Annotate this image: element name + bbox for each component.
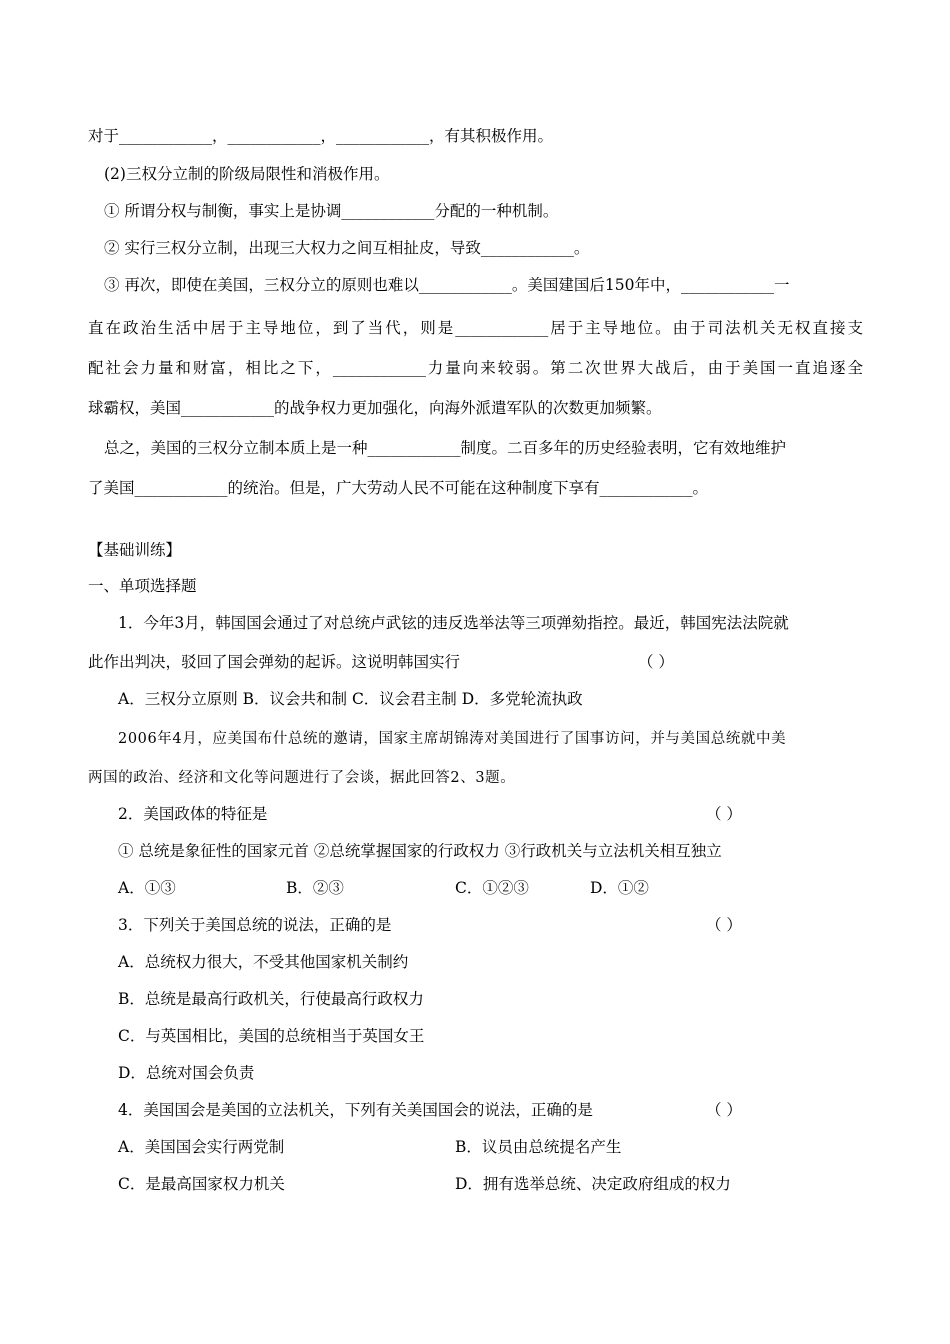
paragraph-line: 对于____________，____________，____________，有其积极作用。 (88, 127, 554, 145)
question-options: A．三权分立原则 B．议会共和制 C．议会君主制 D．多党轮流执政 (118, 690, 583, 708)
question-stem: 4．美国国会是美国的立法机关，下列有关美国国会的说法，正确的是 (118, 1101, 593, 1119)
list-item: ② 实行三权分立制，出现三大权力之间互相扯皮，导致____________。 (104, 239, 590, 257)
subheading: (2)三权分立制的阶级局限性和消极作用。 (104, 165, 390, 183)
part-heading: 一、单项选择题 (88, 577, 197, 595)
paragraph-line: 总之，美国的三权分立制本质上是一种____________制度。二百多年的历史经验表明，它有效地维护 (104, 439, 787, 457)
paragraph-line: 了美国____________的统治。但是，广大劳动人民不可能在这种制度下享有____________。 (88, 479, 709, 497)
list-item: ① 所谓分权与制衡，事实上是协调____________分配的一种机制。 (104, 202, 559, 220)
option-a: A．①③ (118, 879, 176, 897)
paragraph-line: 配社会力量和财富，相比之下，____________力量向来较弱。第二次世界大战后，由于美国一直追逐全 (88, 359, 863, 377)
answer-blank: （ ） (706, 805, 742, 823)
option-b: B．②③ (286, 879, 344, 897)
option-c: C．①②③ (455, 879, 529, 897)
option-d: D．①② (590, 879, 649, 897)
option-d: D．总统对国会负责 (118, 1064, 255, 1082)
option-b: B．议员由总统提名产生 (455, 1138, 622, 1156)
question-stem: 1．今年3月，韩国国会通过了对总统卢武铉的违反选举法等三项弹劾指控。最近，韩国宪法法院就 (118, 614, 789, 632)
answer-blank: （ ） (706, 916, 742, 934)
paragraph-line: 直在政治生活中居于主导地位，到了当代，则是____________居于主导地位。由于司法机关无权直接支 (88, 319, 863, 337)
material-text: 两国的政治、经济和文化等问题进行了会谈，据此回答2、3题。 (88, 770, 516, 786)
paragraph-line: 球霸权，美国____________的战争权力更加强化，向海外派遣军队的次数更加频繁。 (88, 399, 662, 417)
question-stem: 2．美国政体的特征是 (118, 805, 268, 823)
option-d: D．拥有选举总统、决定政府组成的权力 (455, 1175, 731, 1193)
question-stem: 此作出判决，驳回了国会弹劾的起诉。这说明韩国实行 (88, 653, 461, 671)
option-b: B．总统是最高行政机关，行使最高行政权力 (118, 990, 424, 1008)
material-text: 2006年4月，应美国布什总统的邀请，国家主席胡锦涛对美国进行了国事访问，并与美国总统就中美 (118, 731, 787, 747)
question-stem: 3．下列关于美国总统的说法，正确的是 (118, 916, 392, 934)
option-c: C．与英国相比，美国的总统相当于英国女王 (118, 1027, 425, 1045)
option-a: A．总统权力很大，不受其他国家机关制约 (118, 953, 409, 971)
option-a: A．美国国会实行两党制 (118, 1138, 285, 1156)
answer-blank: （ ） (638, 653, 674, 671)
question-statements: ① 总统是象征性的国家元首 ②总统掌握国家的行政权力 ③行政机关与立法机关相互独立 (118, 842, 722, 860)
section-title: 【基础训练】 (88, 541, 182, 559)
answer-blank: （ ） (706, 1101, 742, 1119)
list-item: ③ 再次，即使在美国，三权分立的原则也难以____________。美国建国后150年中，____________一 (104, 276, 790, 294)
option-c: C．是最高国家权力机关 (118, 1175, 285, 1193)
